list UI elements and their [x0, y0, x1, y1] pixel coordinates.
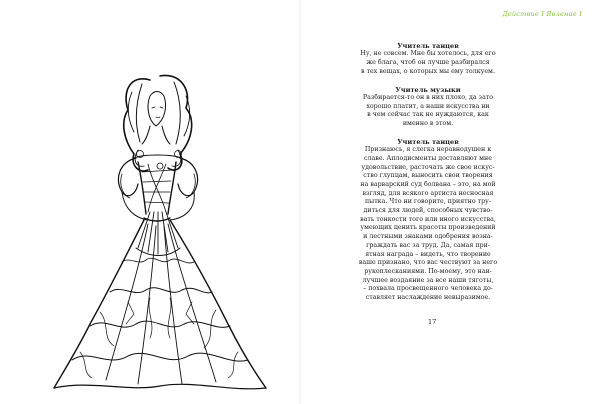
speech-line: лучшее воздаяние за все наши тяготы,	[362, 276, 494, 284]
speech-line: в тех вещах, о которых мы ему толкуем.	[361, 67, 495, 75]
speech-text	[340, 146, 516, 303]
speech-line: ство глупцам, выносить свои творения	[363, 172, 493, 180]
speech-line: славе. Аплодисменты доставляют мне	[364, 154, 492, 162]
speech-line: удовольствие, расточать же свое искус-	[361, 163, 495, 171]
speech-line: пытка. Что ни говорите, приятно тру-	[364, 198, 491, 206]
speech-line: же блага, чтоб он лучше разбирался	[366, 59, 490, 67]
page-number: 17	[428, 318, 437, 326]
speech-line: ставляет наслаждение невыразимое.	[365, 294, 491, 302]
running-head: Действие I Явление I	[502, 10, 582, 18]
speech-line: и лестными знаками одобрения возна-	[363, 233, 493, 241]
speaker-name: Учитель музыки	[395, 85, 461, 94]
speech-line: – похвала просвещенного человека до-	[363, 285, 493, 293]
speaker-name: Учитель танцев	[397, 137, 459, 146]
speech-line: Разбирается-то он в них плохо, да зато	[362, 93, 494, 101]
woman-in-ballgown-icon	[10, 62, 280, 394]
speech-line: вать тонкости того или иного искусства,	[360, 215, 496, 223]
paragraph-gap	[340, 77, 516, 86]
speech-line: граждать вас за труд. Да, самая при-	[366, 241, 490, 249]
dialogue-block	[340, 42, 516, 303]
right-page	[300, 0, 600, 404]
speech-line: Ну, не совсем. Мне бы хотелось, для его	[360, 50, 496, 58]
speech-line: в чем сейчас так не нуждаются, как	[367, 111, 489, 119]
speech-line: ятная награда – видеть, что творение	[365, 250, 491, 258]
speech-line: умеющих ценить красоты произведений	[360, 224, 496, 232]
speech-line: диться для людей, способных чувство-	[363, 207, 493, 215]
speech-line: хорошо платит, а наши искусства ни	[366, 102, 490, 110]
speaker-name: Учитель танцев	[397, 42, 459, 50]
speech-text	[340, 50, 516, 76]
speech-line: взгляд, для всякого артиста несносная	[362, 189, 494, 197]
speech-line: ваше признано, что вас чествуют за него	[358, 259, 498, 267]
speech-line: именно в этом.	[402, 120, 454, 128]
paragraph-gap	[340, 129, 516, 138]
speech-line: Признаюсь, я слегка неравнодушен к	[364, 146, 492, 154]
speech-line: на варварский суд болвана – это, на мой	[360, 180, 496, 188]
speech-text	[340, 94, 516, 129]
speech-line: рукоплесканиями. По-моему, это наи-	[364, 267, 492, 275]
